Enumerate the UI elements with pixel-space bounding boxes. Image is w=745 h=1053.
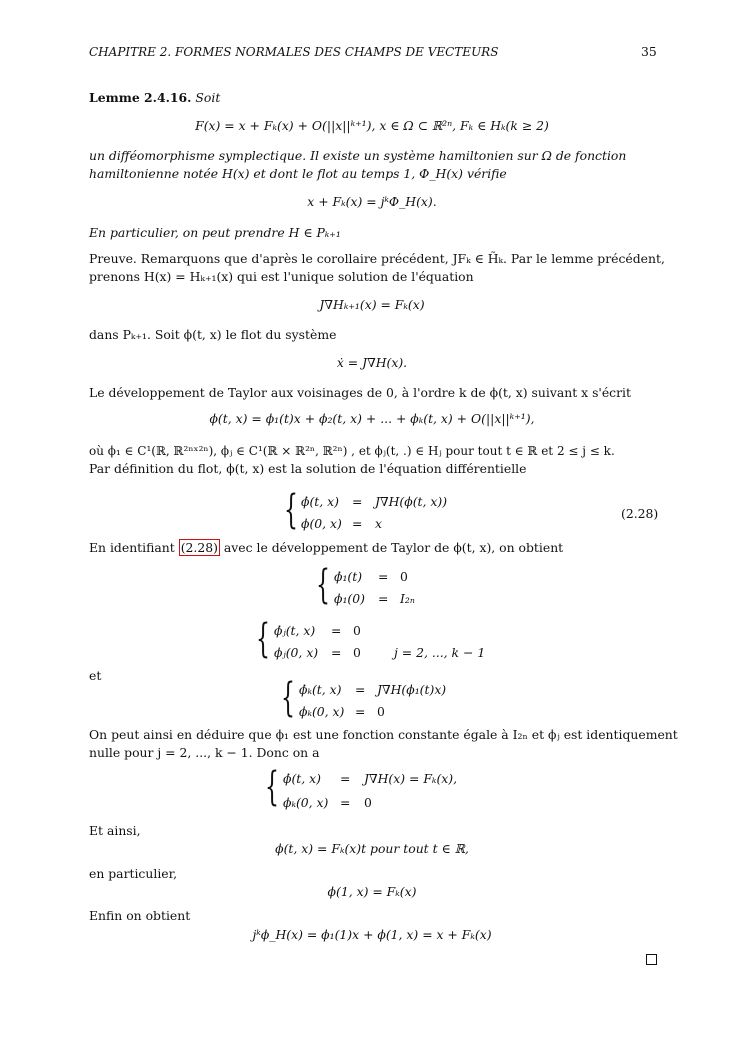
proof-line-1a: Preuve. Remarquons que d'après le corollaire précédent, JFₖ ∈ H̃ₖ. Par le lemme précédent, — [89, 251, 665, 266]
sysC-r2-left: ϕₖ(0, x) — [299, 704, 345, 719]
proof-line-6a: On peut ainsi en déduire que ϕ₁ est une fonction constante égale à I₂ₙ et ϕⱼ est identiquement — [89, 727, 678, 742]
sys228-r2-eq: = — [352, 516, 363, 531]
equation-phi-t: ϕ(t, x) = Fₖ(x)t pour tout t ∈ ℝ, — [275, 841, 469, 856]
lemma-soit: Soit — [195, 90, 221, 105]
proof-line-5-pre: En identifiant — [89, 540, 175, 555]
proof-line-5 — [89, 540, 563, 556]
sysC-r2-right: 0 — [377, 704, 385, 719]
lemma-heading — [89, 90, 220, 106]
sys228-r1-left: ϕ̇(t, x) — [301, 494, 339, 509]
left-brace: { — [256, 616, 270, 662]
equation-jet: x + Fₖ(x) = jᵏΦ_H(x). — [307, 194, 437, 209]
equation-label-228: (2.28) — [621, 506, 659, 521]
sysB-r1-eq: = — [331, 623, 342, 638]
left-brace: { — [316, 562, 330, 608]
sysD-r2-left: ϕₖ(0, x) — [283, 795, 329, 810]
equation-F: F(x) = x + Fₖ(x) + O(||x||ᵏ⁺¹), x ∈ Ω ⊂ ℝ²ⁿ, Fₖ ∈ Hₖ(k ≥ 2) — [195, 118, 549, 133]
sys228-r1-eq: = — [352, 494, 363, 509]
left-brace: { — [265, 764, 279, 810]
sysA-r2-right: I₂ₙ — [400, 591, 415, 606]
sysC-r1-left: ϕ̇ₖ(t, x) — [299, 682, 342, 697]
sysC-r1-eq: = — [355, 682, 366, 697]
sysD-r2-eq: = — [340, 795, 351, 810]
sys228-r2-left: ϕ(0, x) — [301, 516, 342, 531]
sysB-r1-right: 0 — [353, 623, 361, 638]
left-brace: { — [281, 675, 295, 721]
equation-final: jᵏϕ_H(x) = ϕ₁(1)x + ϕ(1, x) = x + Fₖ(x) — [252, 927, 492, 942]
proof-line-9: Enfin on obtient — [89, 908, 191, 923]
sysB-condition: j = 2, ..., k − 1 — [394, 645, 486, 660]
proof-line-8: en particulier, — [89, 866, 178, 881]
equation-phi-1: ϕ(1, x) = Fₖ(x) — [327, 884, 417, 899]
page-number: 35 — [641, 44, 657, 59]
sysD-r2-right: 0 — [364, 795, 372, 810]
sysD-r1-left: ϕ̇(t, x) — [283, 771, 321, 786]
equation-JH: J∇Hₖ₊₁(x) = Fₖ(x) — [319, 297, 425, 312]
proof-line-3: Le développement de Taylor aux voisinages de 0, à l'ordre k de ϕ(t, x) suivant x s'écrit — [89, 385, 631, 400]
sysA-r1-left: ϕ̇₁(t) — [334, 569, 363, 584]
sysC-r2-eq: = — [355, 704, 366, 719]
sys228-r2-right: x — [375, 516, 382, 531]
equation-system: ẋ = J∇H(x). — [336, 355, 408, 370]
proof-line-2: dans Pₖ₊₁. Soit ϕ(t, x) le flot du système — [89, 327, 337, 342]
lemma-line-3: En particulier, on peut prendre H ∈ Pₖ₊₁ — [89, 225, 341, 240]
proof-line-7: Et ainsi, — [89, 823, 141, 838]
qed-square-icon — [646, 954, 657, 965]
equation-taylor: ϕ(t, x) = ϕ₁(t)x + ϕ₂(t, x) + ... + ϕₖ(t, x) + O(||x||ᵏ⁺¹), — [209, 411, 535, 426]
sysD-r1-right: J∇H(x) = Fₖ(x), — [364, 771, 458, 786]
sysB-r2-left: ϕⱼ(0, x) — [274, 645, 319, 660]
proof-line-4a: où ϕ₁ ∈ C¹(ℝ, ℝ²ⁿˣ²ⁿ), ϕⱼ ∈ C¹(ℝ × ℝ²ⁿ, ℝ²ⁿ) , et ϕⱼ(t, .) ∈ Hⱼ pour tout t ∈ ℝ et 2 ≤ j ≤ k. — [89, 444, 615, 458]
left-brace: { — [284, 487, 298, 533]
sysA-r1-right: 0 — [400, 569, 408, 584]
sysA-r2-eq: = — [378, 591, 389, 606]
sysA-r2-left: ϕ₁(0) — [334, 591, 365, 606]
proof-line-5-post: avec le développement de Taylor de ϕ(t, x), on obtient — [223, 540, 564, 555]
running-header: CHAPITRE 2. FORMES NORMALES DES CHAMPS DE VECTEURS — [89, 45, 499, 59]
proof-line-1b: prenons H(x) = Hₖ₊₁(x) qui est l'unique solution de l'équation — [89, 269, 474, 284]
sys228-r1-right: J∇H(ϕ(t, x)) — [375, 494, 448, 509]
lemma-line-1: un difféomorphisme symplectique. Il existe un système hamiltonien sur Ω de fonction — [89, 148, 627, 163]
proof-line-4b: Par définition du flot, ϕ(t, x) est la solution de l'équation différentielle — [89, 461, 527, 476]
equation-link-228[interactable]: (2.28) — [180, 540, 218, 555]
proof-line-6b: nulle pour j = 2, ..., k − 1. Donc on a — [89, 745, 320, 760]
sysB-r1-left: ϕ̇ⱼ(t, x) — [274, 623, 316, 638]
word-et: et — [89, 668, 102, 683]
sysB-r2-right: 0 — [353, 645, 361, 660]
lemma-title: Lemme 2.4.16. — [89, 90, 192, 105]
sysC-r1-right: J∇H(ϕ₁(t)x) — [377, 682, 447, 697]
sysD-r1-eq: = — [340, 771, 351, 786]
lemma-line-2: hamiltonienne notée H(x) et dont le flot au temps 1, Φ_H(x) vérifie — [89, 166, 507, 181]
sysB-r2-eq: = — [331, 645, 342, 660]
sysA-r1-eq: = — [378, 569, 389, 584]
